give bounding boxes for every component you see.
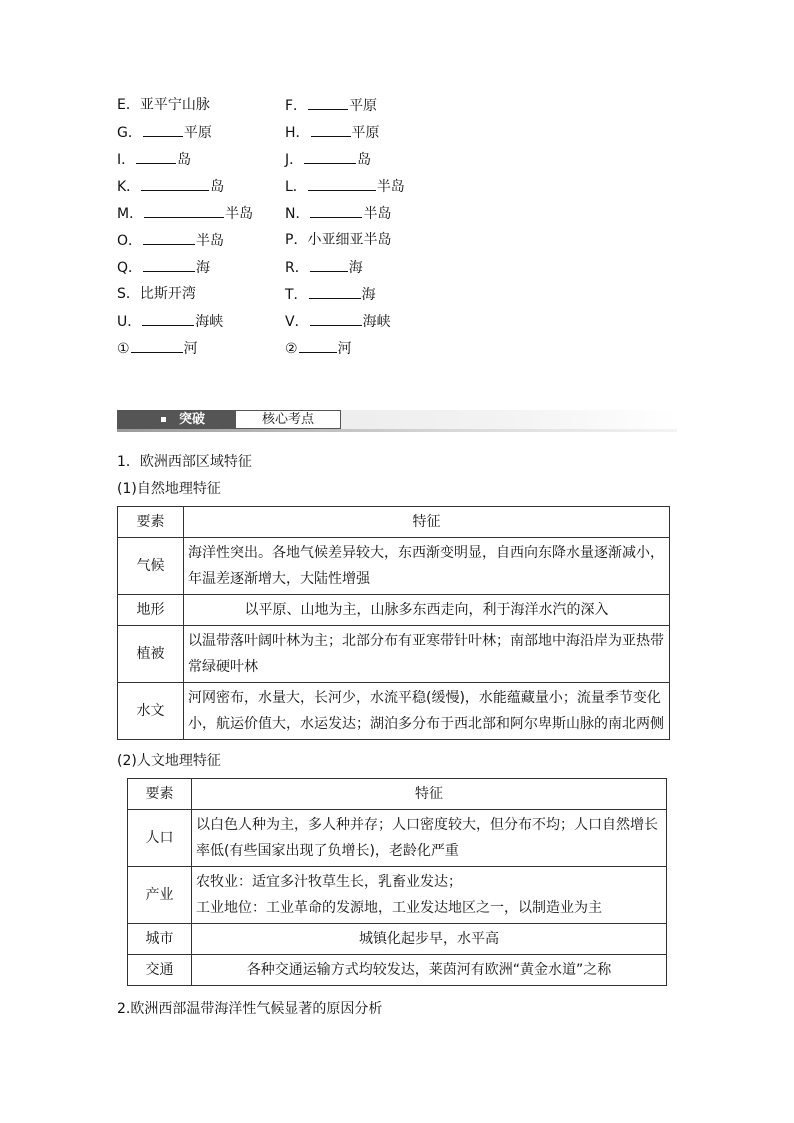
fill-item: J． 岛 [285,149,371,170]
fill-item: M． 半岛 [117,203,253,224]
fill-item: K． 岛 [117,176,224,197]
cell-line: 以平原、山地为主，山脉多东西走向，利于海洋水汽的深入 [244,602,609,618]
fill-row [117,203,437,223]
table-value-cell [184,683,670,740]
table-value-cell [192,924,667,955]
fill-item: E．亚平宁山脉 [117,97,210,113]
cell-line: 常绿硬叶林 [188,659,258,675]
answer-blank[interactable] [310,311,362,326]
cell-line: 以温带落叶阔叶林为主；北部分布有亚寒带针叶林；南部地中海沿岸为亚热带 [188,633,664,649]
table-key-cell: 人口 [128,810,192,867]
table-header-row [118,507,670,538]
fill-item: H． 平原 [285,122,380,143]
fill-row [117,176,437,196]
table-value-cell [192,810,667,867]
answer-blank[interactable] [299,338,337,353]
fill-row [117,122,437,142]
square-bullet-icon [161,417,166,422]
answer-blank[interactable] [308,95,348,110]
answer-blank[interactable] [311,122,351,137]
section-1-title: 1．欧洲西部区域特征 [117,454,252,470]
cell-line: 率低(有些国家出现了负增长)，老龄化严重 [196,843,459,859]
answer-blank[interactable] [304,149,356,164]
cell-line: 海洋性突出。各地气候差异较大，东西渐变明显，自西向东降水量逐渐减小， [188,545,664,561]
answer-blank[interactable] [136,149,176,164]
table-header-row [128,779,667,810]
fill-row [117,149,437,169]
cell-line: 城镇化起步早，水平高 [359,931,499,947]
table-value-cell [192,955,667,986]
fill-item: T． 海 [285,284,376,305]
table-key-cell: 水文 [118,683,184,740]
natural-geography-heading: (1)自然地理特征 [117,481,221,497]
fill-row [117,311,437,331]
answer-blank[interactable] [310,257,348,272]
table-header-cell: 要素 [128,779,192,810]
table-value-cell [184,538,670,595]
table-key-cell: 植被 [118,626,184,683]
fill-row [117,95,437,115]
fill-item: F． 平原 [285,95,377,116]
banner-dark-label: 突破 [179,412,206,427]
cell-line: 年温差逐渐增大，大陆性增强 [188,571,370,587]
cell-line: 农牧业：适宜多汁牧草生长，乳畜业发达； [196,874,462,890]
answer-blank[interactable] [143,257,195,272]
answer-blank[interactable] [310,203,362,218]
fill-item: ② 河 [285,338,352,359]
fill-row [117,230,437,250]
fill-item: R． 海 [285,257,363,278]
table-key-cell: 城市 [128,924,192,955]
table-row [118,538,670,595]
banner-light-label: 核心考点 [235,410,341,429]
banner-dark-tab [117,410,235,429]
fill-row [117,257,437,277]
table-value-cell [184,595,670,626]
table-header-cell: 特征 [184,507,670,538]
fill-row [117,284,437,304]
section-2-title: 2.欧洲西部温带海洋性气候显著的原因分析 [117,1001,383,1017]
natural-geography-table [117,506,670,740]
fill-item: I． 岛 [117,149,191,170]
table-row [118,626,670,683]
cell-line: 小，航运价值大，水运发达；湖泊多分布于西北部和阿尔卑斯山脉的南北两侧 [188,716,664,732]
fill-item: O． 半岛 [117,230,224,251]
cell-line: 各种交通运输方式均较发达，莱茵河有欧洲“黄金水道”之称 [246,962,612,978]
human-geography-table [127,778,667,986]
table-row [128,867,667,924]
table-row [118,595,670,626]
answer-blank[interactable] [142,311,194,326]
table-row [128,924,667,955]
fill-item: G． 平原 [117,122,212,143]
answer-blank[interactable] [131,338,183,353]
table-header-cell: 特征 [192,779,667,810]
fill-item: Q． 海 [117,257,210,278]
fill-item: U． 海峡 [117,311,223,332]
table-key-cell: 气候 [118,538,184,595]
cell-line: 河网密布，水量大，长河少，水流平稳(缓慢)，水能蕴藏量小；流量季节变化 [188,690,661,706]
answer-blank[interactable] [144,203,224,218]
answer-blank[interactable] [143,122,183,137]
table-key-cell: 产业 [128,867,192,924]
table-value-cell [192,867,667,924]
fill-item: ① 河 [117,338,198,359]
fill-item: L． 半岛 [285,176,405,197]
table-row [128,955,667,986]
table-header-cell: 要素 [118,507,184,538]
cell-line: 以白色人种为主，多人种并存；人口密度较大，但分布不均；人口自然增长 [196,817,658,833]
answer-blank[interactable] [143,230,195,245]
human-geography-heading: (2)人文地理特征 [117,753,221,769]
fill-item: V． 海峡 [285,311,391,332]
fill-item: S．比斯开湾 [117,286,196,302]
table-key-cell: 地形 [118,595,184,626]
cell-line: 工业地位：工业革命的发源地，工业发达地区之一，以制造业为主 [196,900,602,916]
answer-blank[interactable] [308,176,376,191]
table-value-cell [184,626,670,683]
table-key-cell: 交通 [128,955,192,986]
fill-item: P．小亚细亚半岛 [285,232,392,248]
section-banner [117,408,677,432]
fill-item: N． 半岛 [285,203,391,224]
table-row [118,683,670,740]
answer-blank[interactable] [141,176,209,191]
banner-rule [117,429,677,432]
answer-blank[interactable] [309,284,361,299]
table-row [128,810,667,867]
fill-row [117,338,437,358]
